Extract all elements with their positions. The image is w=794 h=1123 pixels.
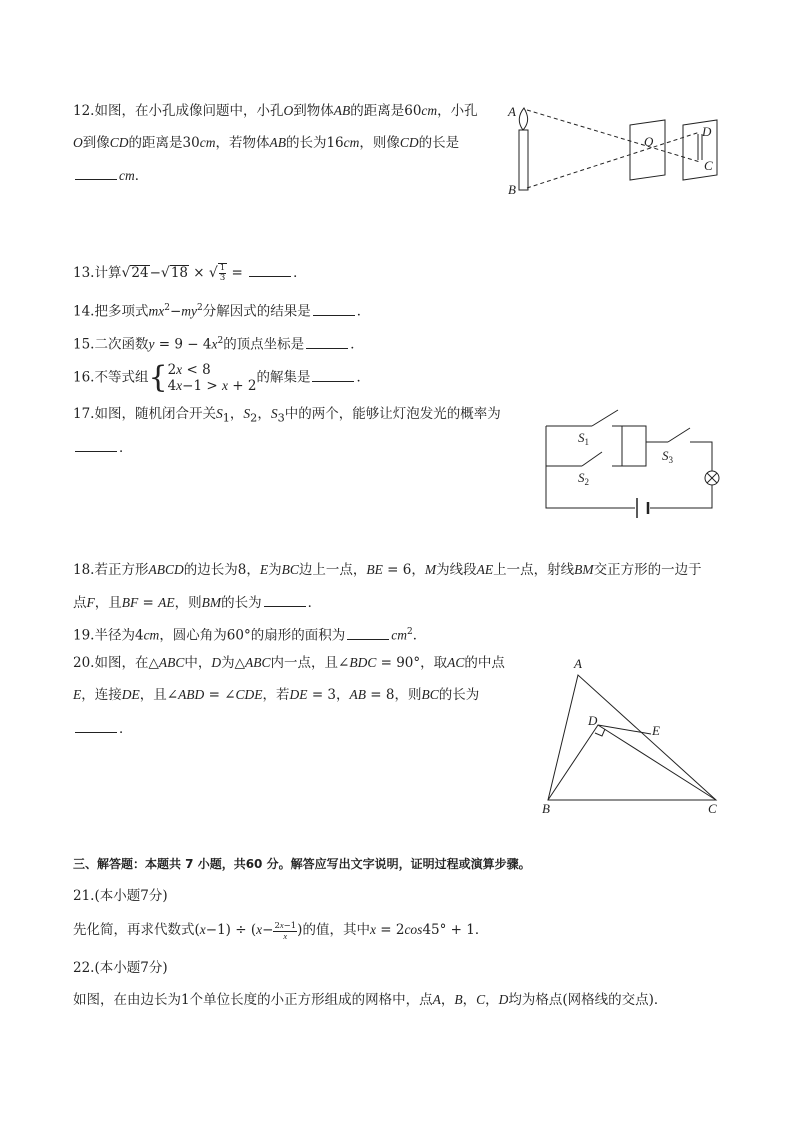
answer-blank[interactable] <box>312 367 354 382</box>
label-A: A <box>574 656 582 671</box>
q20-line2: E，连接DE，且∠ABD = ∠CDE，若DE = 3，AB = 8，则BC的长为 <box>73 687 480 703</box>
answer-blank[interactable] <box>347 625 389 640</box>
svg-text:S3: $S_3$ <box>662 448 673 465</box>
q17-line2: ． <box>73 437 133 458</box>
switch-s3 <box>668 428 690 442</box>
q14-line: 14.把多项式$mx^2-my^2$分解因式的结果是 ． <box>73 298 370 322</box>
flame <box>519 108 527 130</box>
triangle-figure <box>538 655 728 820</box>
answer-blank[interactable] <box>75 165 117 180</box>
section3-heading: 三、解答题：本题共 7 小题，共60 分。解答应写出文字说明，证明过程或演算步骤。 <box>73 857 531 871</box>
switch-s1 <box>592 410 618 426</box>
candle <box>519 130 528 190</box>
q12-line2: O到像CD的距离是30cm，若物体AB的长为16cm，则像CD的长是 <box>73 135 460 151</box>
label-D: D <box>702 124 712 139</box>
q12-line3: cm． <box>73 165 148 186</box>
label-A: A <box>508 104 516 119</box>
answer-blank[interactable] <box>313 301 355 316</box>
q15-line: 15.二次函数$y = 9 - 4x^2$的顶点坐标是 ． <box>73 331 364 355</box>
label-C: C <box>704 158 713 173</box>
label-B: B <box>542 801 550 816</box>
q21-line: 先化简，再求代数式(x−1) ÷ (x− $\frac{2x-1}{x}$ )的值，其中x = 2cos45° + 1． <box>73 919 489 941</box>
q21-head: 21.(本小题7分) <box>73 888 168 904</box>
label-C: C <box>708 801 717 816</box>
label-B: B <box>508 182 516 197</box>
q20-line3: ． <box>73 718 133 739</box>
answer-blank[interactable] <box>264 592 306 607</box>
svg-text:S2: $S_2$ <box>578 470 589 487</box>
answer-blank[interactable] <box>75 718 117 733</box>
q22-line: 如图，在由边长为1个单位长度的小正方形组成的网格中，点A，B，C，D均为格点(网格线的交点)． <box>73 992 668 1008</box>
q22-head: 22.(本小题7分) <box>73 960 168 976</box>
label-O: O <box>644 134 654 149</box>
circuit-figure <box>540 400 730 520</box>
q17-line1: 17.如图，随机闭合开关$S_1$，$S_2$，$S_3$中的两个，能够让灯泡发光的概率为 <box>73 406 501 425</box>
q12-line1: 12.如图，在小孔成像问题中，小孔O到物体AB的距离是60cm，小孔 <box>73 103 478 119</box>
q18-line1: 18.若正方形ABCD的边长为8，E为BC边上一点，BE = 6，M为线段AE上一点，射线BM交正方形的一边于 <box>73 562 702 578</box>
label-E: E <box>652 723 660 738</box>
q16-line: 16.不等式组{ 2x < 8 4x−1 > x + 2 的解集是 ． <box>73 360 370 395</box>
q18-line2: 点F，且BF = AE，则BM的长为 ． <box>73 592 321 613</box>
q19-line: 19.半径为4cm，圆心角为60°的扇形的面积为 $cm^2$． <box>73 622 426 646</box>
pinhole-screen <box>630 120 665 180</box>
label-D: D <box>588 713 598 728</box>
q13-line: 13.计算√24−√18 × √ $\frac{1}{3}$ = ． <box>73 263 307 283</box>
answer-blank[interactable] <box>75 437 117 452</box>
pinhole-figure <box>505 100 725 200</box>
q20-line1: 20.如图，在△ABC中，D为△ABC内一点，且∠BDC = 90°，取AC的中点 <box>73 655 505 671</box>
answer-blank[interactable] <box>249 262 291 277</box>
svg-text:S1: $S_1$ <box>578 430 589 447</box>
answer-blank[interactable] <box>306 334 348 349</box>
switch-s2 <box>582 452 602 466</box>
